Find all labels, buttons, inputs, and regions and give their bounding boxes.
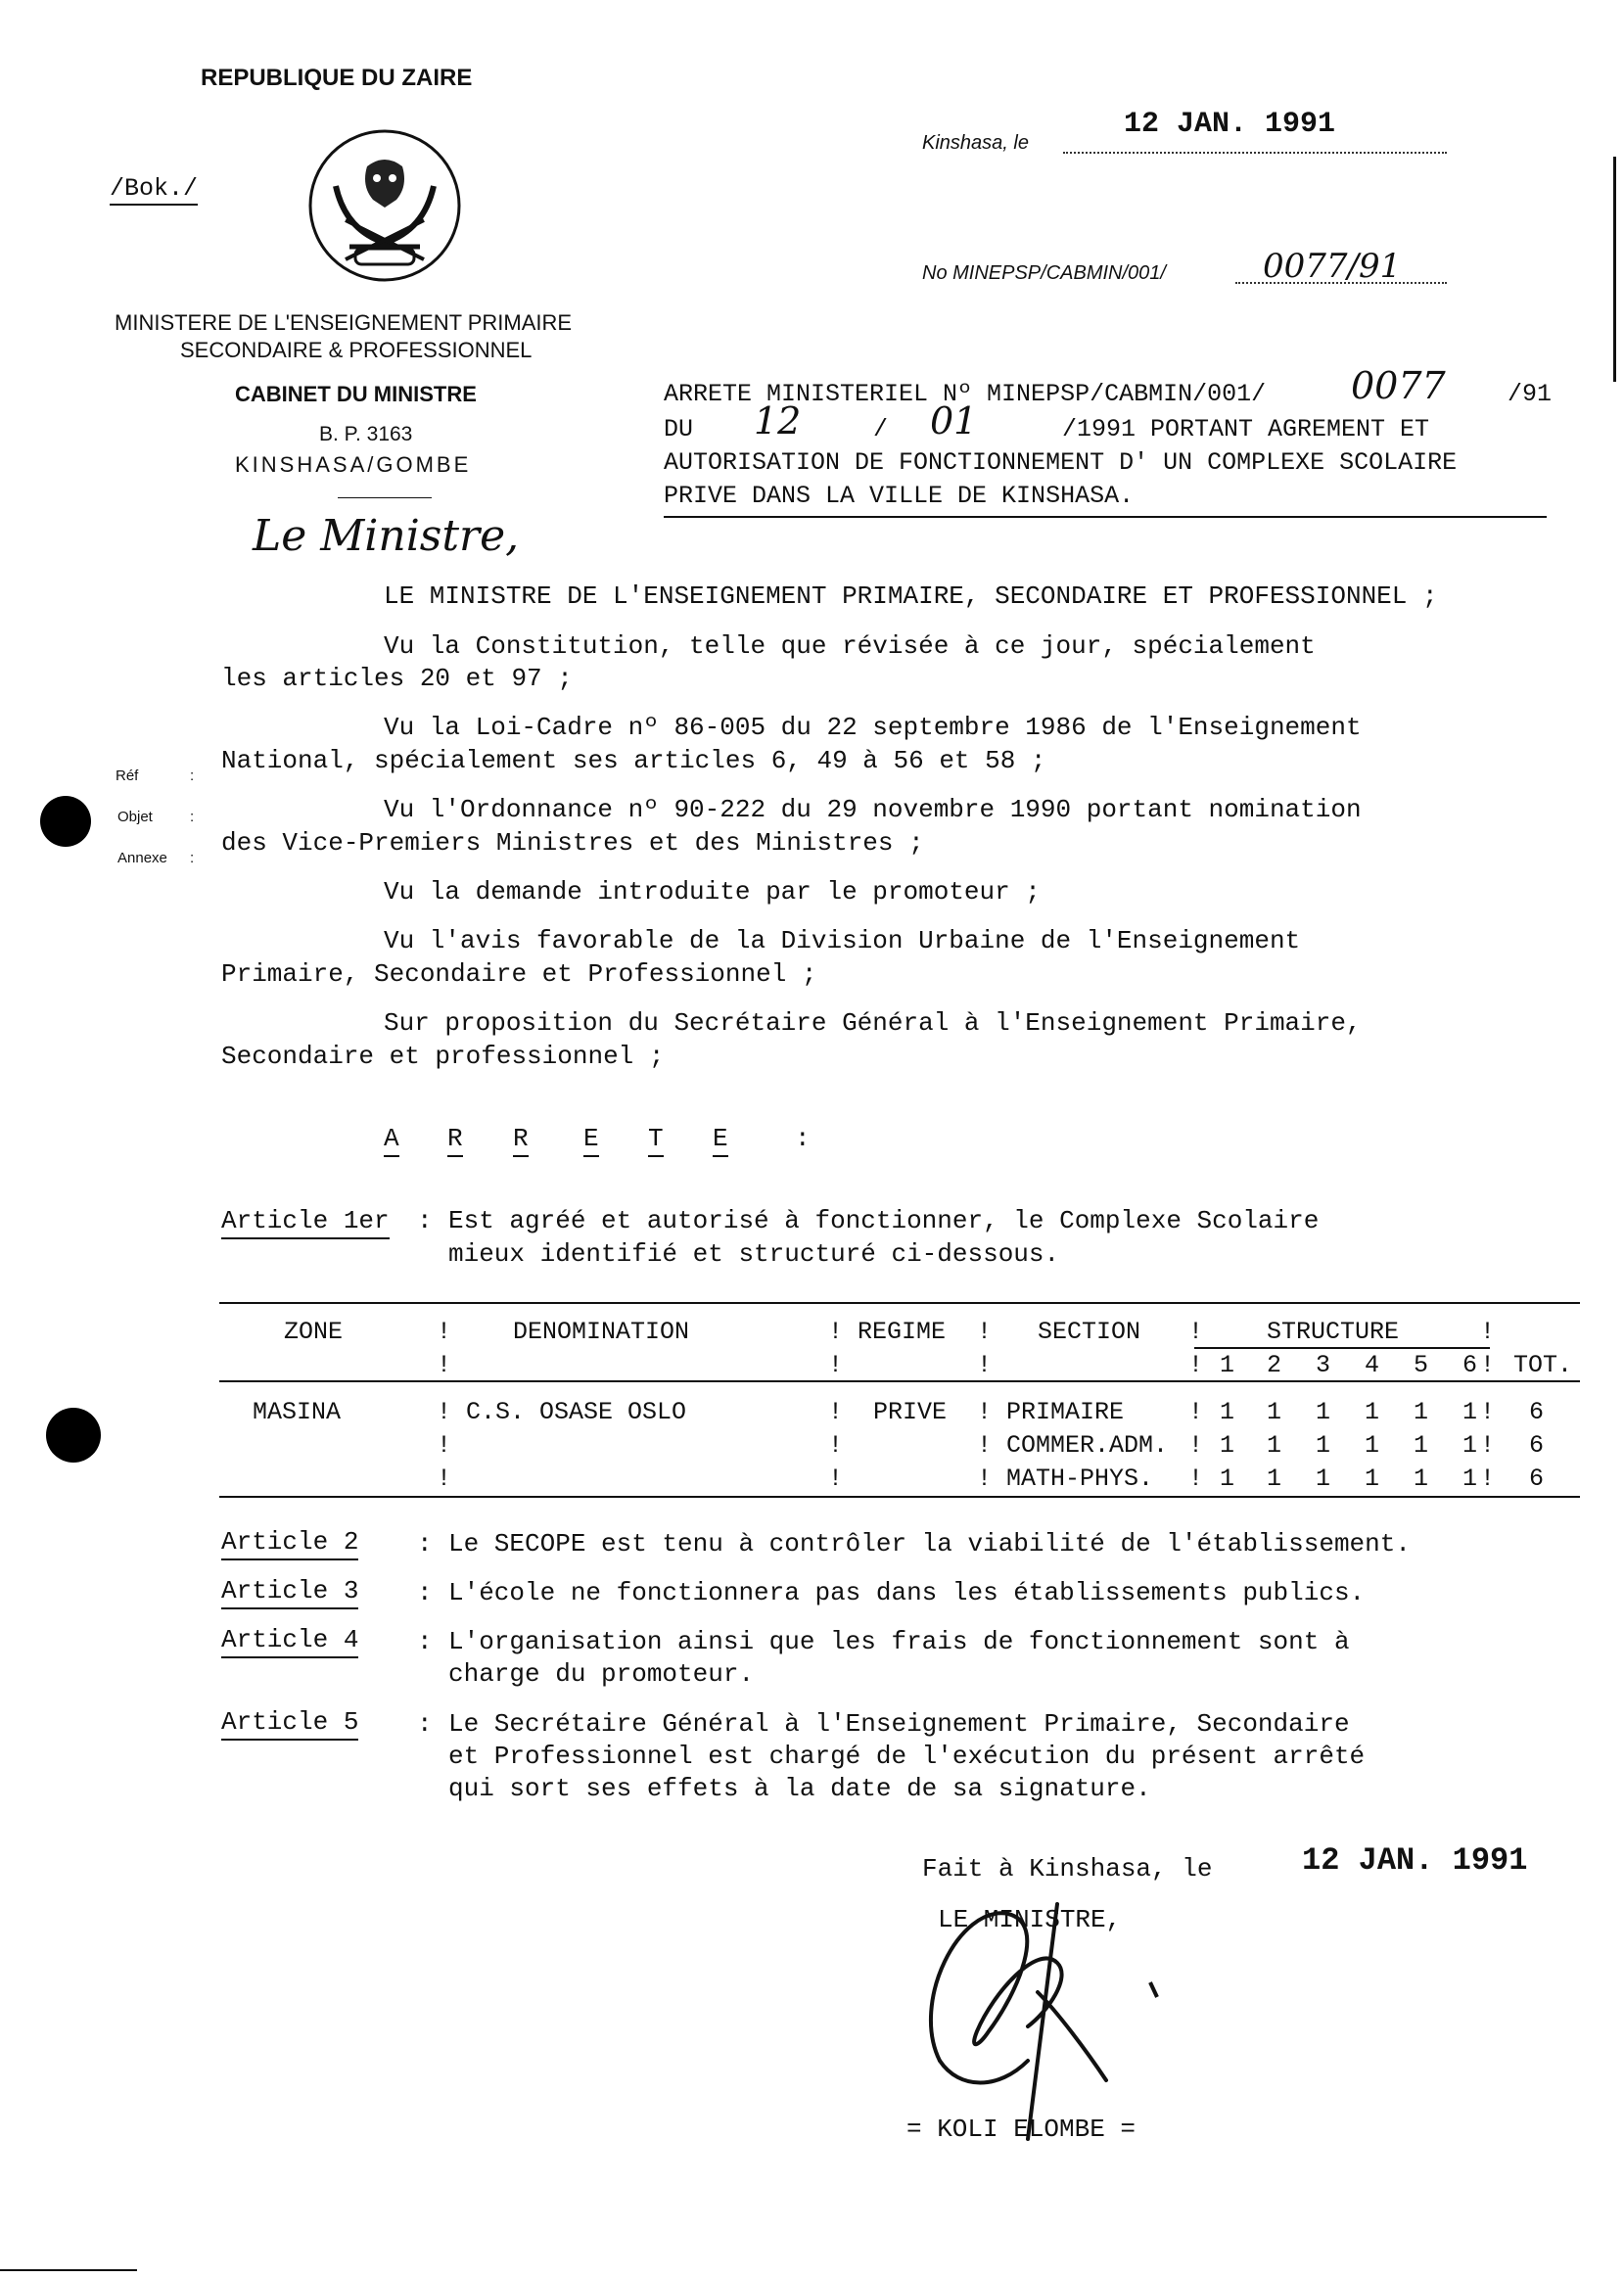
article-1-separator: : bbox=[417, 1206, 433, 1235]
cell-level: 1 bbox=[1220, 1465, 1235, 1493]
cell-section: MATH-PHYS. bbox=[1006, 1465, 1154, 1493]
column-separator: ! bbox=[828, 1318, 844, 1346]
header-level: 6 bbox=[1462, 1351, 1478, 1379]
header-structure: STRUCTURE bbox=[1267, 1318, 1400, 1346]
header-zone: ZONE bbox=[284, 1318, 344, 1346]
header-section: SECTION bbox=[1038, 1318, 1141, 1346]
column-separator: ! bbox=[1188, 1351, 1204, 1379]
title-underline bbox=[664, 516, 1547, 518]
column-separator: ! bbox=[828, 1431, 844, 1460]
column-separator: ! bbox=[977, 1431, 993, 1460]
column-separator: ! bbox=[1188, 1318, 1204, 1346]
column-separator: ! bbox=[1480, 1465, 1496, 1493]
title-line4: PRIVE DANS LA VILLE DE KINSHASA. bbox=[664, 482, 1135, 510]
closing-date-stamp: 12 JAN. 1991 bbox=[1302, 1842, 1528, 1879]
divider bbox=[338, 497, 432, 498]
page-edge-mark bbox=[1613, 157, 1616, 382]
cell-level: 1 bbox=[1414, 1465, 1429, 1493]
preamble-minister: LE MINISTRE DE L'ENSEIGNEMENT PRIMAIRE, SECONDAIRE ET PROFESSIONNEL ; bbox=[384, 581, 1438, 611]
punch-hole bbox=[40, 796, 91, 847]
cell-level: 1 bbox=[1462, 1465, 1478, 1493]
cell-level: 1 bbox=[1220, 1431, 1235, 1460]
minister-name: = KOLI ELOMBE = bbox=[906, 2115, 1137, 2144]
preamble-line: National, spécialement ses articles 6, 49 à 56 et 58 ; bbox=[221, 746, 1046, 775]
handwritten-signature bbox=[901, 1845, 1194, 2149]
article-5-text: et Professionnel est chargé de l'exécution du présent arrêté bbox=[448, 1742, 1366, 1771]
cell-denomination: C.S. OSASE OSLO bbox=[466, 1398, 687, 1426]
preamble-line: Vu la Loi-Cadre nº 86-005 du 22 septembre 1986 de l'Enseignement bbox=[384, 713, 1362, 742]
column-separator: ! bbox=[977, 1465, 993, 1493]
header-level: 5 bbox=[1414, 1351, 1429, 1379]
preamble-line: Primaire, Secondaire et Professionnel ; bbox=[221, 959, 817, 989]
article-4-text: charge du promoteur. bbox=[448, 1659, 755, 1689]
header-level: 2 bbox=[1267, 1351, 1282, 1379]
column-separator: ! bbox=[437, 1351, 452, 1379]
annexe-colon: : bbox=[190, 850, 195, 866]
cell-level: 1 bbox=[1414, 1431, 1429, 1460]
cabinet-heading: CABINET DU MINISTRE bbox=[235, 382, 477, 406]
cell-zone: MASINA bbox=[253, 1398, 342, 1426]
closing-place: Fait à Kinshasa, le bbox=[922, 1854, 1213, 1884]
city-address: KINSHASA/GOMBE bbox=[235, 452, 472, 477]
title-du: DU bbox=[664, 415, 694, 443]
column-separator: ! bbox=[977, 1318, 993, 1346]
column-separator: ! bbox=[437, 1318, 452, 1346]
title-handwritten-day: 12 bbox=[754, 399, 802, 442]
annexe-label: Annexe bbox=[117, 850, 167, 866]
preamble-line: des Vice-Premiers Ministres et des Ministres ; bbox=[221, 828, 924, 858]
article-5-text: Le Secrétaire Général à l'Enseignement Primaire, Secondaire bbox=[448, 1709, 1350, 1739]
header-total: TOT. bbox=[1513, 1351, 1573, 1379]
cell-level: 1 bbox=[1365, 1431, 1380, 1460]
header-regime: REGIME bbox=[858, 1318, 947, 1346]
arrete-letter: E bbox=[713, 1124, 728, 1157]
cell-total: 6 bbox=[1529, 1465, 1545, 1493]
column-separator: ! bbox=[437, 1465, 452, 1493]
table-rule-bottom bbox=[219, 1496, 1580, 1498]
coat-of-arms-emblem bbox=[306, 127, 463, 284]
article-2-text: Le SECOPE est tenu à contrôler la viabilité de l'établissement. bbox=[448, 1529, 1411, 1558]
article-1-text: mieux identifié et structuré ci-dessous. bbox=[448, 1239, 1060, 1269]
column-separator: ! bbox=[1188, 1398, 1204, 1426]
arrete-colon: : bbox=[795, 1124, 811, 1153]
article-separator: : bbox=[417, 1529, 433, 1558]
table-rule-top bbox=[219, 1302, 1580, 1304]
cell-level: 1 bbox=[1414, 1398, 1429, 1426]
column-separator: ! bbox=[1480, 1431, 1496, 1460]
ref-colon: : bbox=[190, 767, 195, 784]
column-separator: ! bbox=[1480, 1318, 1496, 1346]
republic-heading: REPUBLIQUE DU ZAIRE bbox=[201, 65, 473, 91]
punch-hole bbox=[46, 1408, 101, 1463]
cell-level: 1 bbox=[1365, 1465, 1380, 1493]
preamble-line: Vu l'avis favorable de la Division Urbaine de l'Enseignement bbox=[384, 926, 1301, 955]
title-line2-rest: /1991 PORTANT AGREMENT ET bbox=[1062, 415, 1430, 443]
cell-level: 1 bbox=[1462, 1398, 1478, 1426]
preamble-line: Vu la demande introduite par le promoteur ; bbox=[384, 877, 1041, 907]
column-separator: ! bbox=[828, 1398, 844, 1426]
header-denomination: DENOMINATION bbox=[513, 1318, 690, 1346]
header-level: 4 bbox=[1365, 1351, 1380, 1379]
title-handwritten-number: 0077 bbox=[1351, 364, 1446, 407]
closing-minister-title: LE MINISTRE, bbox=[938, 1905, 1122, 1934]
column-separator: ! bbox=[437, 1431, 452, 1460]
arrete-letter: R bbox=[513, 1124, 529, 1157]
cell-level: 1 bbox=[1316, 1398, 1331, 1426]
dotted-line bbox=[1063, 152, 1447, 154]
cell-level: 1 bbox=[1316, 1465, 1331, 1493]
article-separator: : bbox=[417, 1578, 433, 1607]
cell-total: 6 bbox=[1529, 1398, 1545, 1426]
arrete-letter: A bbox=[384, 1124, 399, 1157]
header-level: 1 bbox=[1220, 1351, 1235, 1379]
cell-level: 1 bbox=[1267, 1465, 1282, 1493]
article-4-label: Article 4 bbox=[221, 1625, 358, 1658]
preamble-line: les articles 20 et 97 ; bbox=[221, 664, 573, 693]
reference-initials: /Bok./ bbox=[110, 174, 198, 206]
preamble-line: Vu l'Ordonnance nº 90-222 du 29 novembre 1990 portant nomination bbox=[384, 795, 1362, 824]
objet-label: Objet bbox=[117, 809, 153, 825]
preamble-line: Vu la Constitution, telle que révisée à ce jour, spécialement bbox=[384, 631, 1316, 661]
column-separator: ! bbox=[977, 1351, 993, 1379]
column-separator: ! bbox=[1188, 1465, 1204, 1493]
column-separator: ! bbox=[828, 1351, 844, 1379]
preamble-line: Sur proposition du Secrétaire Général à l'Enseignement Primaire, bbox=[384, 1008, 1362, 1038]
cell-level: 1 bbox=[1462, 1431, 1478, 1460]
cell-level: 1 bbox=[1316, 1431, 1331, 1460]
preamble-line: Secondaire et professionnel ; bbox=[221, 1042, 665, 1071]
title-date-separator: / bbox=[873, 415, 889, 443]
title-handwritten-month: 01 bbox=[930, 399, 978, 442]
cell-level: 1 bbox=[1220, 1398, 1235, 1426]
article-5-label: Article 5 bbox=[221, 1707, 358, 1741]
arrete-letter: R bbox=[447, 1124, 463, 1157]
number-label: No MINEPSP/CABMIN/001/ bbox=[922, 262, 1166, 284]
header-level: 3 bbox=[1316, 1351, 1331, 1379]
cell-level: 1 bbox=[1365, 1398, 1380, 1426]
ref-label: Réf bbox=[116, 767, 139, 784]
article-3-label: Article 3 bbox=[221, 1576, 358, 1609]
article-separator: : bbox=[417, 1627, 433, 1656]
article-1-label: Article 1er bbox=[221, 1206, 390, 1239]
table-rule-header bbox=[219, 1380, 1580, 1382]
article-5-text: qui sort ses effets à la date de sa signature. bbox=[448, 1774, 1151, 1803]
column-separator: ! bbox=[1480, 1351, 1496, 1379]
cell-section: PRIMAIRE bbox=[1006, 1398, 1125, 1426]
title-line3: AUTORISATION DE FONCTIONNEMENT D' UN COMPLEXE SCOLAIRE bbox=[664, 448, 1458, 477]
handwritten-number: 0077/91 bbox=[1263, 247, 1402, 286]
ministry-name-line2: SECONDAIRE & PROFESSIONNEL bbox=[180, 338, 533, 362]
place-label: Kinshasa, le bbox=[922, 132, 1029, 154]
article-2-label: Article 2 bbox=[221, 1527, 358, 1560]
structure-underline bbox=[1194, 1347, 1490, 1349]
column-separator: ! bbox=[1480, 1398, 1496, 1426]
article-separator: : bbox=[417, 1709, 433, 1739]
page-edge-mark bbox=[0, 2269, 137, 2271]
column-separator: ! bbox=[1188, 1431, 1204, 1460]
column-separator: ! bbox=[437, 1398, 452, 1426]
cell-level: 1 bbox=[1267, 1398, 1282, 1426]
cell-level: 1 bbox=[1267, 1431, 1282, 1460]
title-line1-suffix: /91 bbox=[1508, 380, 1553, 408]
date-stamp: 12 JAN. 1991 bbox=[1124, 108, 1336, 141]
column-separator: ! bbox=[828, 1465, 844, 1493]
cell-section: COMMER.ADM. bbox=[1006, 1431, 1169, 1460]
arrete-letter: E bbox=[583, 1124, 599, 1157]
cell-total: 6 bbox=[1529, 1431, 1545, 1460]
po-box: B. P. 3163 bbox=[319, 423, 413, 445]
cell-regime: PRIVE bbox=[873, 1398, 948, 1426]
objet-colon: : bbox=[190, 809, 195, 825]
ministry-name-line1: MINISTERE DE L'ENSEIGNEMENT PRIMAIRE bbox=[115, 310, 573, 335]
article-4-text: L'organisation ainsi que les frais de fonctionnement sont à bbox=[448, 1627, 1350, 1656]
column-separator: ! bbox=[977, 1398, 993, 1426]
article-1-text: Est agréé et autorisé à fonctionner, le Complexe Scolaire bbox=[448, 1206, 1320, 1235]
article-3-text: L'école ne fonctionnera pas dans les établissements publics. bbox=[448, 1578, 1366, 1607]
arrete-letter: T bbox=[648, 1124, 664, 1157]
title-line1-prefix: ARRETE MINISTERIEL Nº MINEPSP/CABMIN/001/ bbox=[664, 380, 1267, 408]
signature-title-script: Le Ministre, bbox=[253, 511, 520, 561]
